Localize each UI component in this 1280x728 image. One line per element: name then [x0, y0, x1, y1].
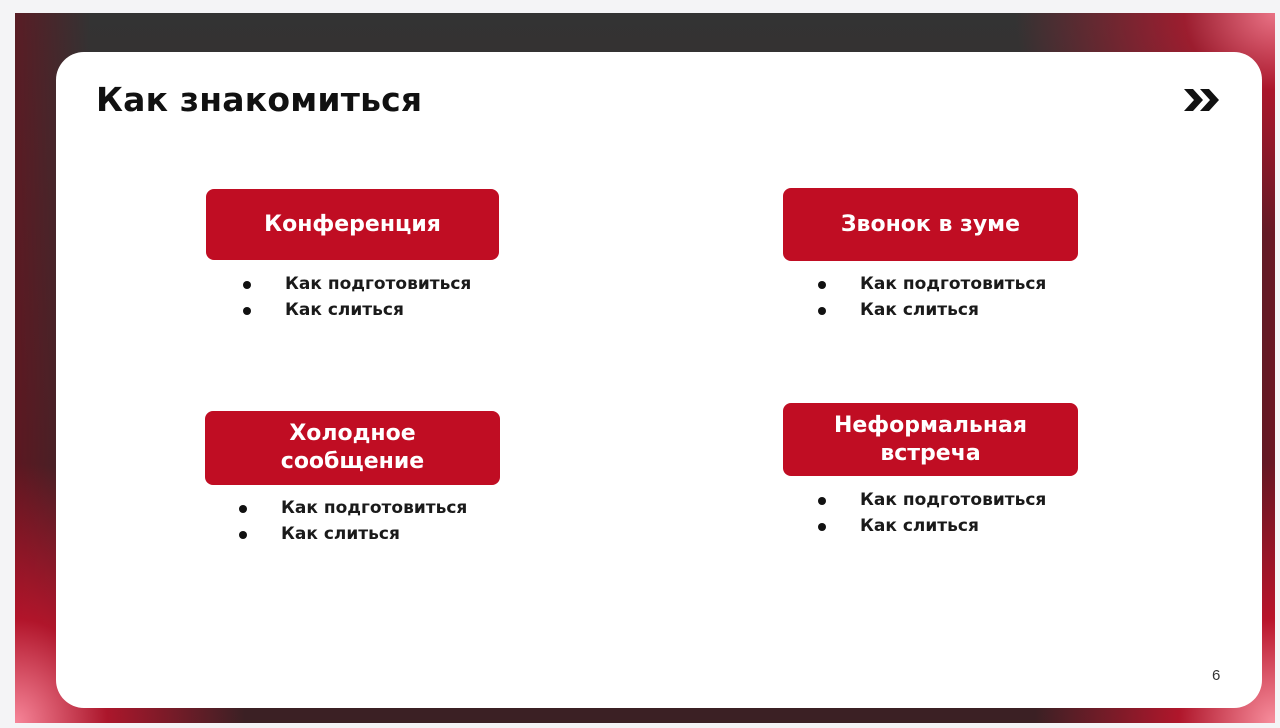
double-chevron-right-icon [1184, 89, 1224, 111]
bullet-icon [239, 505, 247, 513]
bullet-icon [243, 281, 251, 289]
presentation-frame [15, 13, 1275, 723]
list-item [239, 521, 467, 547]
list-item-text: Как слиться [285, 300, 404, 320]
list-item [818, 487, 1046, 513]
bullet-icon [243, 307, 251, 315]
list-item [243, 297, 471, 323]
slide [56, 52, 1262, 708]
section-label-informal-meeting [783, 403, 1078, 476]
list-item-text: Как подготовиться [860, 490, 1047, 510]
list-item-text: Как слиться [281, 524, 400, 544]
section-list-cold-message [239, 495, 467, 547]
bullet-icon [818, 307, 826, 315]
section-label-text: Неформальная встреча [833, 412, 1028, 466]
list-item [818, 297, 1046, 323]
section-label-text: Холодное сообщение [280, 421, 425, 474]
section-list-zoom-call [818, 271, 1046, 323]
section-label-text: Звонок в зуме [840, 211, 1021, 237]
bullet-icon [239, 531, 247, 539]
page-number: 6 [1212, 667, 1221, 684]
section-label-conference [206, 189, 499, 260]
list-item [239, 495, 467, 521]
bullet-icon [818, 497, 826, 505]
list-item-text: Как подготовиться [285, 274, 472, 294]
section-label-zoom-call [783, 188, 1078, 261]
section-label-text: Конференция [264, 211, 441, 237]
list-item-text: Как подготовиться [281, 498, 468, 518]
list-item-text: Как подготовиться [860, 274, 1047, 294]
list-item-text: Как слиться [860, 516, 979, 536]
section-label-cold-message [205, 411, 500, 485]
slide-title: Как знакомиться [96, 80, 423, 119]
list-item [243, 271, 471, 297]
bullet-icon [818, 523, 826, 531]
section-list-informal-meeting [818, 487, 1046, 539]
list-item [818, 271, 1046, 297]
bullet-icon [818, 281, 826, 289]
section-list-conference [243, 271, 471, 323]
list-item [818, 513, 1046, 539]
list-item-text: Как слиться [860, 300, 979, 320]
